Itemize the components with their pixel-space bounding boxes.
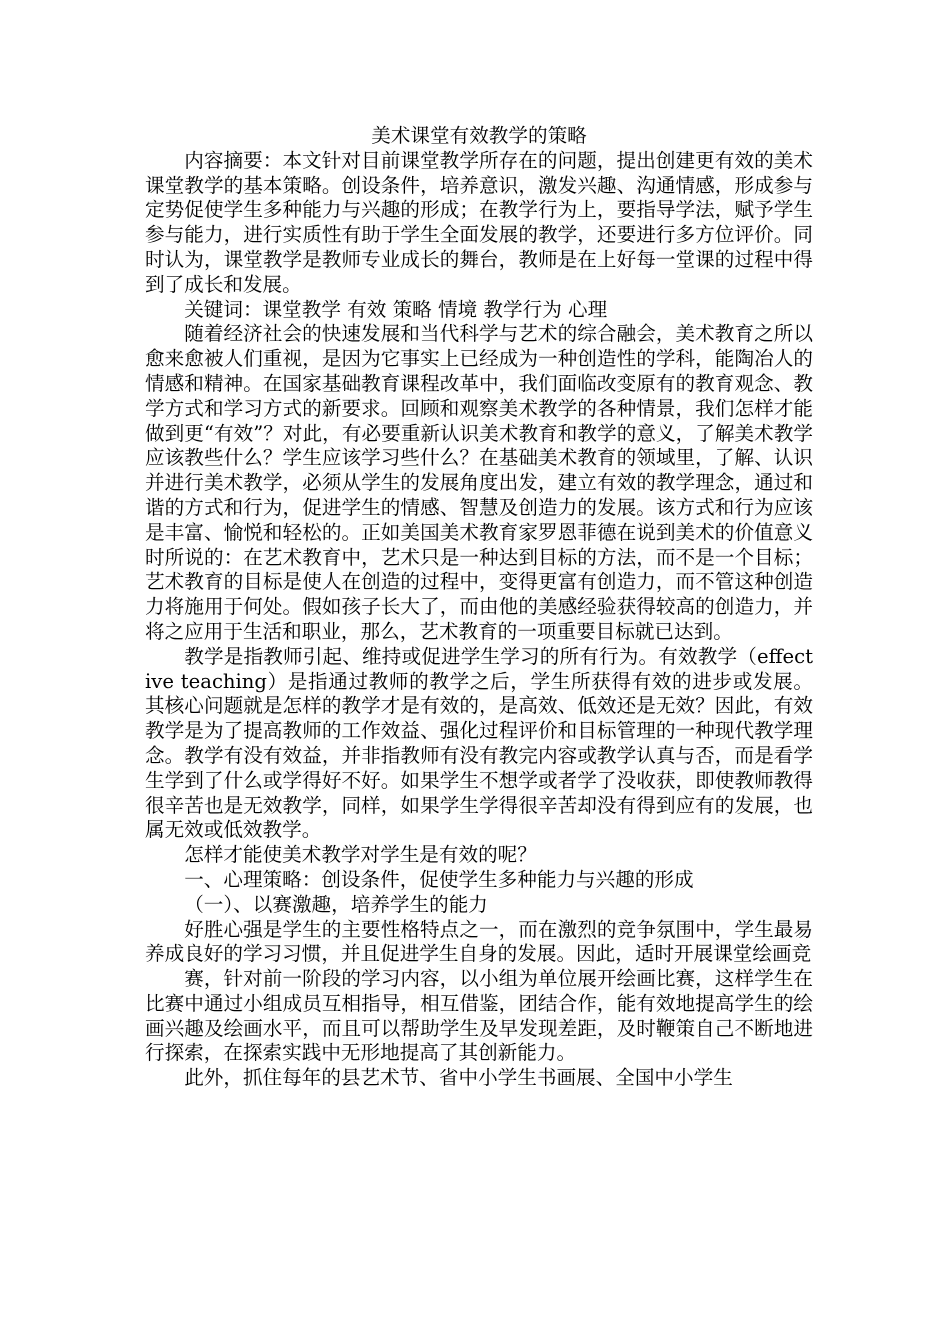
document-page: [145, 124, 813, 1091]
paragraph-body: 好胜心强是学生的主要性格特点之一，而在激烈的竞争氛围中，学生最易养成良好的学习习惯，并且促进学生自身的发展。因此，适时开展课堂绘画竞: [145, 917, 813, 966]
paragraph-body: 怎样才能使美术教学对学生是有效的呢？: [184, 843, 537, 867]
paragraph-abstract: 内容摘要：本文针对目前课堂教学所存在的问题，提出创建更有效的美术课堂教学的基本策略。创设条件，培养意识，激发兴趣、沟通情感，形成参与定势促使学生多种能力与兴趣的形成；在教学行为上，要指导学法，赋予学生参与能力，进行实质性有助于学生全面发展的教学，还要进行多方位评价。同时认为，课堂教学是教师专业成长的舞台，教师是在上好每一堂课的过程中得到了成长和发展。: [145, 148, 813, 296]
document-title: 美术课堂有效教学的策略: [371, 124, 587, 147]
paragraph-body: 随着经济社会的快速发展和当代科学与艺术的综合融会，美术教育之所以愈来愈被人们重视，是因为它事实上已经成为一种创造性的学科，能陶冶人的情感和精神。在国家基础教育课程改革中，我们面临改变原有的教育观念、教学方式和学习方式的新要求。回顾和观察美术教学的各种情景，我们怎样才能做到更“有效”？对此，有必要重新认识美术教育和教学的意义，了解美术教学应该教些什么？学生应该学习些什么？在基础美术教育的领域里，了解、认识并进行美术教学，必须从学生的发展角度出发，建立有效的教学理念，通过和谐的方式和行为，促进学生的情感、智慧及创造力的发展。该方式和行为应该是丰富、愉悦和轻松的。正如美国美术教育家罗恩菲德在说到美术的价值意义时所说的：在艺术教育中，艺术只是一种达到目标的方法，而不是一个目标；艺术教育的目标是使人在创造的过程中，变得更富有创造力，而不管这种创造力将施用于何处。假如孩子长大了，而由他的美感经验获得较高的创造力，并将之应用于生活和职业，那么，艺术教育的一项重要目标就已达到。: [145, 322, 813, 643]
paragraph-keywords: 关键词：课堂教学 有效 策略 情境 教学行为 心理: [184, 297, 608, 321]
paragraph-body: 赛，针对前一阶段的学习内容，以小组为单位展开绘画比赛，这样学生在比赛中通过小组成员互相指导，相互借鉴，团结合作，能有效地提高学生的绘画兴趣及绘画水平，而且可以帮助学生及早发现差距，及时鞭策自己不断地进行探索，在探索实践中无形地提高了其创新能力。: [145, 967, 813, 1065]
paragraph-body: 此外，抓住每年的县艺术节、省中小学生书画展、全国中小学生: [184, 1066, 733, 1090]
subsection-heading: （一）、以赛激趣，培养学生的能力: [184, 892, 488, 916]
paragraph-body: 教学是指教师引起、维持或促进学生学习的所有行为。有效教学（effective teaching）是指通过教师的教学之后，学生所获得有效的进步或发展。其核心问题就是怎样的教学才是有效的，是高效、低效还是无效？因此，有效教学是为了提高教师的工作效益、强化过程评价和目标管理的一种现代教学理念。教学有没有效益，并非指教师有没有教完内容或教学认真与否，而是看学生学到了什么或学得好不好。如果学生不想学或者学了没收获，即使教师教得很辛苦也是无效教学，同样，如果学生学得很辛苦却没有得到应有的发展，也属无效或低效教学。: [145, 644, 813, 842]
section-heading: 一、心理策略：创设条件，促使学生多种能力与兴趣的形成: [184, 867, 694, 891]
